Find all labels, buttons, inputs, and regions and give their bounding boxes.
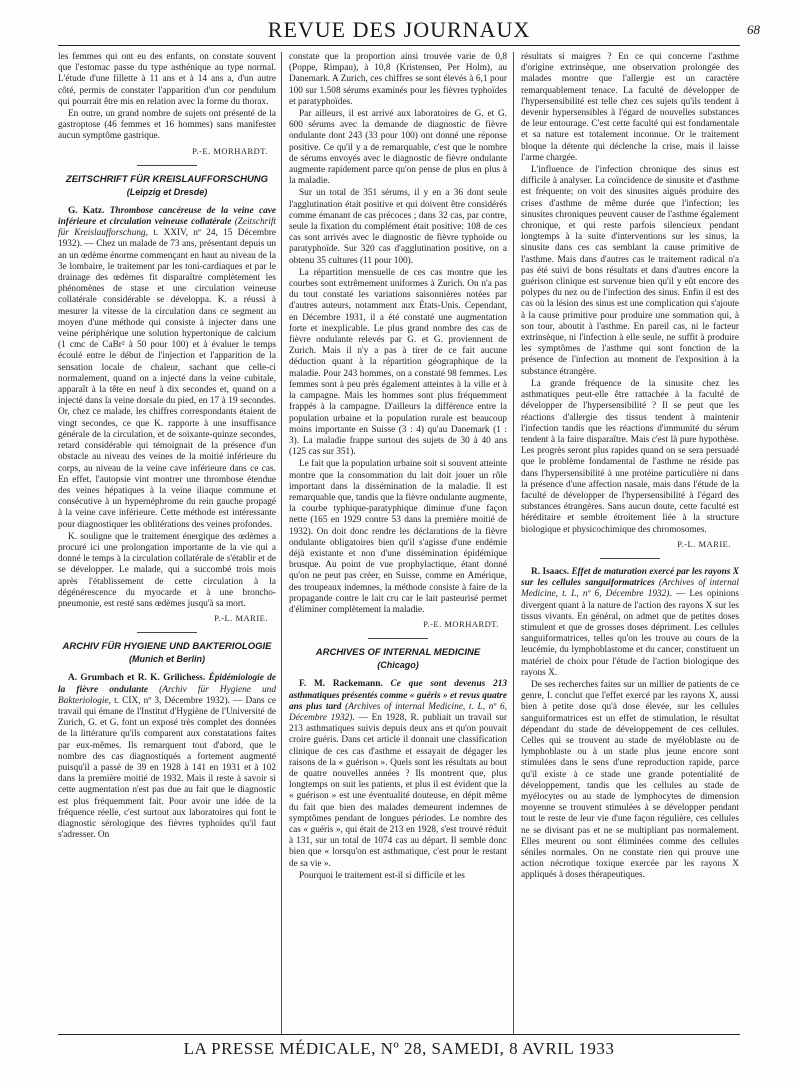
page-number: 68	[747, 22, 760, 37]
column-divider	[281, 52, 282, 1034]
article-title: Effet de maturation exercé par les rayons X sur les cellules sanguiformatrices	[521, 566, 739, 589]
section-divider	[137, 165, 197, 166]
header-divider	[58, 45, 740, 46]
article-author: F. M. Rackemann.	[299, 679, 383, 690]
article-author: A. Grumbach et R. K. Grilichess.	[68, 673, 206, 684]
page-title: REVUE DES JOURNAUX	[267, 17, 531, 42]
article-reference: (Zeitschrift für Kreislaufforschung,	[58, 217, 276, 239]
paragraph: constate que la proportion ainsi trouvée varie de 0,8 (Poppe, Rimpau), à 10,8 (Kristensen, Per Holm), au Danemark. A Zurich, ces chiffres se sont élevés à 6,1 pour 100 sur 1.508 sérums examinés pour les fièvres typhoïdes et paratyphoïdes.	[289, 52, 507, 107]
article-reference: (Archives of internal Medicine, t. L, nº 6, Décembre 1932).	[521, 578, 739, 600]
journal-place: (Chicago)	[377, 660, 419, 671]
journal-heading: ZEITSCHRIFT FÜR KREISLAUFFORSCHUNG	[65, 173, 269, 185]
paragraph: L'influence de l'infection chronique des sinus est difficile à analyser. La coïncidence de sinusite et d'asthme est fréquente; on voit des sinusites aiguës produire des crises d'asthme de même durée que l'infection; les sinusites chroniques peuvent causer de l'asthme également chronique, et qui reste parfois silencieux pendant longtemps à la suite d'interventions sur les sinus, la sinusite dans ces cas semblant la cause primitive de l'asthme. Mais dans d'autres cas le traitement radical n'a pas été suivi de bons résultats et dans d'autres encore la guérison clinique est survenue bien qu'il y eût encore des polypes du nez ou de l'infection des sinus. Enfin il est des cas où la lésion des sinus est une complication qui s'ajoute à la cause primitive pour produire une sommation qui, à son tour, aboutit à l'asthme. En pareil cas, ni le facteur extrinsèque, ni l'infection à elle seule, ne suffit à produire les symptômes de l'asthme qui sont fonction de la présence de l'infection au moment de l'exposition à la substance étrangère.	[521, 165, 739, 377]
column-right	[521, 52, 739, 1032]
article-title: Ce que sont devenus 213 asthmatiques présentés comme « guéris » et revus quatre ans plus tard	[289, 679, 507, 712]
journal-place: (Leipzig et Dresde)	[126, 186, 208, 197]
section-divider	[137, 632, 197, 633]
signature: P.-E. MORHARDT.	[192, 145, 268, 156]
column-middle	[289, 52, 507, 1032]
article-text: t. CIX, nº 3, Décembre 1932). — Dans ce travail qui émane de l'Institut d'Hygiène de l'Université de Zurich, G. et G. font un exposé très complet des données de la littérature qu'ils comparent aux constatations faites par eux-mêmes. Ils remarquent tout d'abord, que le nombre des cas diagnostiqués a fortement augmenté puisqu'il a passé de 39 en 1928 à 141 en 1931 et à 102 dans la première moitié de 1932. Mais il reste à savoir si cette augmentation n'est pas due au fait que le diagnostic est plus fréquemment fait. Pour avoir une idée de la fréquence réelle, c'est surtout aux laboratoires qui font le diagnostic sérologique des fièvres typhoïdes qu'il faut s'adresser. On	[58, 695, 276, 841]
column-divider	[513, 52, 514, 1034]
paragraph: résultats si maigres ? En ce qui concerne l'asthme d'origine extrinsèque, une observation prolongée des malades montre que l'allergie est un caractère remarquablement tenace. La faculté de développer de l'hypersensibilité est telle chez ces sujets qu'ils tendent à devenir hypersensibles à l'égard de nouvelles substances de leur entourage. C'est cette faculté qui est fondamentale et sa nature est totalement inconnue. Or le traitement bloque la détente qui déclenche la crise, mais il laisse l'arme chargée.	[521, 52, 739, 163]
signature: P.-L. MARIE.	[214, 613, 268, 624]
paragraph: De ses recherches faites sur un millier de patients de ce genre, I. conclut que l'effet exercé par les rayons X, aussi bien à petite dose qu'à dose élevée, sur les cellules sanguiformatrices est un effet de stimulation, le résultat dépendant du stade de développement de ces cellules. Celles qui se trouvent au stade de myéloblaste ou de lymphoblaste ou à un stade plus jeune encore sont stimulées dans le sens d'une reproduction rapide, parce qu'il existe à ce stade une grande potentialité de développement, tandis que les cellules au stade de myélocytes ou au stade de lymphocytes de dimension moyenne se trouvent stimulées à se développer pendant tout le reste de leur vie d'une façon régulière, ces cellules ne se divisant pas et ne se multipliant pas normalement. Elles meurent ou sont éliminées comme des cellules séniles normales. On ne constate rien qui prouve une action nécrotique toxique exercée par les rayons X appliqués à doses thérapeutiques.	[521, 679, 739, 881]
article-author: G. Katz.	[68, 205, 105, 216]
paragraph: En outre, un grand nombre de sujets ont présenté de la gastroptose (46 femmes et 16 hommes) sans manifester aucun symptôme gastrique.	[58, 109, 276, 142]
paragraph: K. souligne que le traitement énergique des œdèmes a procuré ici une prolongation importante de la vie qui a donné le temps à la circulation collatérale de s'établir et de se développer. Le malade, qui a succombé trois mois après l'établissement de cette circulation à la dégénérescence du myocarde et à une broncho-pneumonie, est resté sans œdèmes jusqu'à sa mort.	[58, 531, 276, 609]
paragraph: Par ailleurs, il est arrivé aux laboratoires de G. et G. 600 sérums avec la demande de diagnostic de fièvre ondulante dont 243 (33 pour 100) ont donné une réponse positive. Ce qu'il y a de remarquable, c'est que le nombre de sérums envoyés avec le diagnostic de fièvre ondulante augmente rapidement parce qu'on pense de plus en plus à la maladie.	[289, 109, 507, 187]
article	[521, 567, 739, 679]
article	[58, 673, 276, 841]
article-text: — En 1928, R. publiait un travail sur 213 asthmatiques suivis depuis deux ans et qu'on pouvait croire guéris. Dans cet article il donnait une classification clinique de ces cas d'asthme et essayait de dégager les raisons de la « guérison ». Quels sont les résultats au bout de quatre nouvelles années ? Ils montrent que, plus longtemps on suit les patients, et plus il est évident que la « guérison » est une éventualité douteuse, en dépit même du fait que bien des malades demeurent indemnes de symptômes pendant de longues périodes. Le nombre des cas « guéris », qui était de 213 en 1928, s'est trouvé réduit à 131, sur un total de 1074 cas au départ. Il semble donc bien que « lorsqu'on est asthmatique, c'est pour le restant de sa vie ».	[289, 712, 507, 869]
paragraph: Pourquoi le traitement est-il si difficile et les	[299, 870, 465, 881]
article-reference: (Archiv für Hygiene und Bakteriologie,	[58, 684, 276, 706]
article-reference: (Archives of internal Medicine, t. L, nº 6, Décembre 1932).	[289, 701, 507, 723]
paragraph: La répartition mensuelle de ces cas montre que les courbes sont extrêmement uniformes à Zurich. On n'a pas du tout constaté les variations saisonnières notées par d'autres auteurs, notamment aux États-Unis. Cependant, en Décembre 1931, il a été constaté une augmentation forte et inexplicable. Le plus grand nombre des cas de fièvre ondulante relevés par G. et G. proviennent de Zurich. Mais il n'y a pas à tirer de ce fait aucune déduction quant à la répartition géographique de la maladie. Pour 243 hommes, on a constaté 98 femmes. Les femmes sont à peu près également atteintes à la ville et à la campagne. Mais les hommes sont plus fréquemment frappés à la campagne. D'ailleurs la différence entre la population urbaine et la population rurale est beaucoup moins importante en Suisse (3 : 4) qu'au Danemark (1 : 3). La maladie frappe surtout des sujets de 30 à 40 ans (125 cas sur 351).	[289, 267, 507, 458]
page-footer: LA PRESSE MÉDICALE, Nº 28, SAMEDI, 8 AVRIL 1933	[183, 1039, 615, 1058]
section-divider	[368, 638, 428, 639]
article-title: Thrombose cancéreuse de la veine cave inférieure et circulation veineuse collatérale	[58, 205, 276, 228]
article-text: t. XXIV, nº 24, 15 Décembre 1932). — Chez un malade de 73 ans, présentant depuis un an un œdème énorme commençant en haut au niveau de la 3e lombaire, le traitement par les toni-cardiaques et par le drainage des œdèmes fit disparaître complètement les phénomènes de stase et une circulation veineuse collatérale considérable se développa. K. a réussi à mesurer la vitesse de la circulation dans ce segment au moyen d'une méthode qui consiste à injecter dans une veine périphérique une solution hypertonique de calcium (1 cmc de CaBr² à 50 pour 100) et à évaluer le temps écoulé entre le début de l'injection et l'apparition de la sensation locale de chaleur, sachant que celle-ci normalement, quand on a injecté dans la veine cubitale, apparaît à la tête en neuf à dix secondes et, quand on a injecté dans la veine dorsale du pied, en 17 à 19 secondes. Or, chez ce malade, les chiffres correspondants étaient de vingt secondes, ce que K. rapporte à une insuffisance générale de la circulation, et de soixante-quinze secondes, retard considérable qui témoignait de la présence d'un obstacle au niveau des veines de la moitié inférieure du corps, au niveau de la veine cave inférieure dans ce cas. En effet, l'autopsie vint montrer une thrombose étendue des veines hépatiques à la veine iliaque commune et consécutive à un hypernéphrome du rein gauche propagé à la veine cave inférieure. Cette méthode est intéressante pour diagnostiquer les oblitérations des veines profondes.	[58, 228, 276, 530]
article-author: R. Isaacs.	[531, 566, 570, 577]
journal-place: (Munich et Berlin)	[129, 654, 205, 665]
article	[289, 679, 507, 869]
signature: P.-E. MORHARDT.	[423, 619, 499, 630]
paragraph: La grande fréquence de la sinusite chez les asthmatiques peut-elle être rattachée à la faculté de développer de l'hypersensibilité ? Il se peut que les réactions d'allergie des tissus tendent à maintenir l'infection tandis que les réactions d'immunité du sérum tendent à la faire disparaître. Mais c'est là pure hypothèse. Les progrès seront plus rapides quand on se sera persuadé que le problème fondamental de l'asthme ne réside pas dans l'hypersensibilité à une protéine particulière ni dans la présence d'une affection nasale, mais dans l'étude de la faculté de développer de l'hypersensibilité à l'égard des substances étrangères. Sans aucun doute, cette faculté est héréditaire et semble étroitement liée à la structure biologique et physicochimique des chromosomes.	[521, 378, 739, 535]
footer-divider	[58, 1034, 740, 1035]
signature: P.-L. MARIE.	[677, 538, 731, 549]
journal-heading: ARCHIV FÜR HYGIENE UND BAKTERIOLOGIE	[62, 641, 272, 653]
paragraph: Le fait que la population urbaine soit si souvent atteinte montre que la consommation du lait doit jouer un rôle important dans la dissémination de la maladie. Il est remarquable que, tandis que la fièvre ondulante augmente, la courbe typhique-paratyphique diminue d'une façon nette (165 en 1929 contre 53 dans la première moitié de 1932). On doit donc rendre les déclarations de la fièvre ondulante obligatoires bien qu'il s'agisse d'une endémie déjà existante et non d'une dissémination épidémique brusque. Au point de vue prophylactique, étant donné qu'on ne peut pas créer, en Suisse, comme en Amérique, des troupeaux indemnes, la méthode consiste à faire de la propagande contre le lait cru car le lait pasteurisé permet d'éliminer complètement la maladie.	[289, 459, 507, 615]
article-text: — Les opinions divergent quant à la nature de l'action des rayons X sur les tissus vivants. En général, on admet que de petites doses stimulent et que de grosses doses dépriment. Les cellules sanguiformatrices, telles qu'on les trouve au cours de la leucémie, du lymphoblastome et du cancer, constituent un matériel de choix pour l'étude de l'action biologique des rayons X.	[521, 589, 739, 678]
article-title: Épidémiologie de la fièvre ondulante	[58, 673, 276, 695]
article	[58, 206, 276, 531]
paragraph: les femmes qui ont eu des enfants, on constate souvent que l'estomac passe du type asthénique au type normal. L'étude d'une fillette à 11 ans et à 14 ans a, d'un autre côté, permis de constater l'apparition d'un cor pendulum qui pourrait être mis en relation avec la forme du thorax.	[58, 52, 276, 107]
journal-heading: ARCHIVES OF INTERNAL MEDICINE	[315, 647, 481, 659]
section-divider	[600, 558, 660, 559]
paragraph: Sur un total de 351 sérums, il y en a 36 dont seule l'agglutination était positive et qui doivent être considérés comme émanant de cas précoces ; dans 32 cas, par contre, seule la fixation du complément était positive: 108 de ces cas sont arrivés avec le diagnostic de fièvre typhoïde ou paratyphoïde. Sur 320 cas d'agglutination positive, on a obtenu 35 cultures (11 pour 100).	[289, 188, 507, 266]
page-header	[58, 17, 760, 42]
column-left	[58, 52, 276, 1032]
